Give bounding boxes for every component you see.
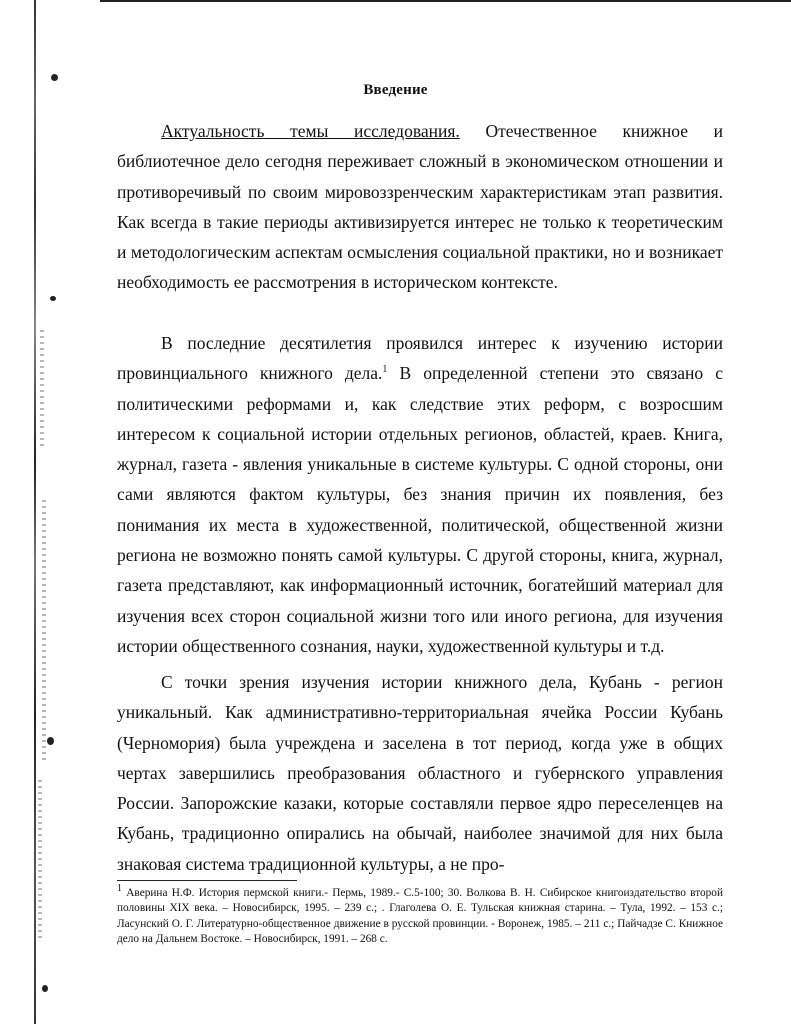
- scan-speck: [50, 296, 56, 301]
- paragraph-1-text: Отечественное книжное и библиотечное дело сегодня переживает сложный в экономическом отношении и противоречивый по своим мировоззренческим характеристикам этап развития. Как всегда в такие периоды активизируется интерес не только к теоретическим и методологическим аспектам осмысления социальной практики, но и возникает необходимость ее рассмотрения в историческом контексте.: [117, 121, 724, 293]
- paragraph-1-lead: Актуальность темы исследования.: [161, 121, 460, 141]
- footnote-reference: 1: [382, 364, 388, 376]
- footnote: [117, 883, 723, 948]
- scan-top-edge: [100, 0, 791, 2]
- scan-speck: [47, 737, 54, 745]
- paragraph-2-text-after: В определенной степени это связано с политическими реформами и, как следствие этих реформ, с возросшим интересом к социальной истории отдельных регионов, областей, краев. Книга, журнал, газета - явления уникальные в системе культуры. С одной стороны, они сами являются фактом культуры, без знания причин их появления, без понимания их места в художественной, политической, общественной жизни региона не возможно понять самой культуры. С другой стороны, книга, журнал, газета представляют, как информационный источник, богатейший материал для изучения всех сторон социальной жизни того или иного региона, для изучения истории общественного сознания, науки, художественной культуры и т.д.: [117, 363, 723, 656]
- page-title: Введение: [363, 82, 428, 98]
- paragraph-1: [117, 116, 723, 298]
- paragraph-3-text: С точки зрения изучения истории книжного дела, Кубань - регион уникальный. Как административно-территориальная ячейка России Кубань (Черномория) была учреждена и заселена в тот период, когда уже в общих чертах завершились преобразования областного и губернского управления России. Запорожские казаки, которые составляли первое ядро переселенцев на Кубань, традиционно опирались на обычай, наиболее значимой для них была знаковая система традиционной культуры, а не про-: [117, 672, 723, 874]
- scan-noise: [40, 330, 44, 450]
- scan-speck: [42, 985, 48, 992]
- paragraph-2-text-before: В последние десятилетия проявился интерес к изучению истории провинциального книжного дела.: [117, 333, 723, 384]
- scan-noise: [42, 500, 46, 760]
- scan-speck: [51, 74, 58, 81]
- scan-left-edge: [34, 0, 36, 1024]
- paragraph-2: [117, 328, 723, 661]
- footnote-text: Аверина Н.Ф. История пермской книги.- Пермь, 1989.- С.5-100; 30. Волкова В. Н. Сибирское книгоиздательство второй половины XIX века. – Новосибирск, 1995. – 239 с.; . Глаголева О. Е. Тульская книжная старина. – Тула, 1992. – 153 с.; Ласунский О. Г. Литературно-общественное движение в русской провинции. - Воронеж, 1985. – 211 с.; Пайчадзе С. Книжное дело на Дальнем Востоке. – Новосибирск, 1991. – 268 с.: [117, 887, 723, 946]
- paragraph-3: [117, 667, 723, 879]
- scan-noise: [38, 780, 42, 940]
- footnote-divider: [117, 880, 297, 881]
- footnote-mark: 1: [117, 883, 122, 895]
